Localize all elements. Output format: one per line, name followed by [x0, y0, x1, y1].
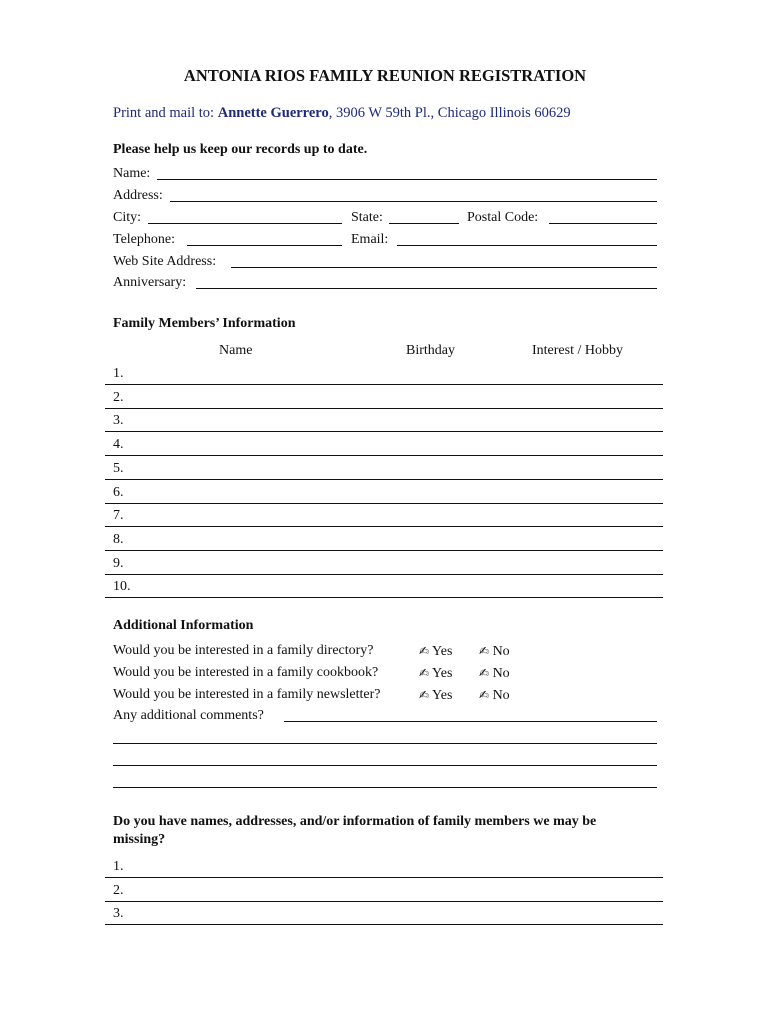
column-header-birthday: Birthday	[406, 343, 455, 358]
family-row-line[interactable]	[105, 526, 663, 527]
newsletter-yes-option[interactable]	[419, 687, 452, 704]
missing-row-line[interactable]	[105, 924, 663, 925]
anniversary-label: Anniversary:	[113, 275, 187, 290]
no-label: No	[492, 688, 510, 703]
column-header-interest: Interest / Hobby	[532, 343, 623, 358]
family-heading: Family Members’ Information	[113, 316, 296, 331]
missing-row-number: 2.	[113, 883, 124, 898]
address-field[interactable]	[170, 201, 657, 202]
mail-instructions	[113, 105, 571, 122]
directory-yes-option[interactable]	[419, 643, 452, 660]
city-field[interactable]	[148, 223, 342, 224]
column-header-name: Name	[219, 343, 253, 358]
family-row-line[interactable]	[105, 384, 663, 385]
page-title: ANTONIA RIOS FAMILY REUNION REGISTRATION	[183, 66, 587, 85]
checkbox-icon[interactable]: ✍	[479, 666, 490, 680]
cookbook-yes-option[interactable]	[419, 665, 452, 682]
family-row-line[interactable]	[105, 479, 663, 480]
family-row-line[interactable]	[105, 574, 663, 575]
family-row-number: 6.	[113, 485, 124, 500]
cookbook-no-option[interactable]	[479, 665, 510, 682]
family-row-line[interactable]	[105, 431, 663, 432]
family-row-number: 2.	[113, 390, 124, 405]
comments-label: Any additional comments?	[113, 708, 264, 723]
family-row-line[interactable]	[105, 455, 663, 456]
comments-field-line-3[interactable]	[113, 765, 657, 766]
checkbox-icon[interactable]: ✍	[419, 688, 430, 702]
family-row-number: 5.	[113, 461, 124, 476]
yes-label: Yes	[432, 688, 453, 703]
postal-code-label: Postal Code:	[467, 210, 539, 225]
checkbox-icon[interactable]: ✍	[479, 644, 490, 658]
mail-prefix: Print and mail to:	[113, 105, 218, 121]
family-row-number: 3.	[113, 413, 124, 428]
telephone-field[interactable]	[187, 245, 342, 246]
postal-code-field[interactable]	[549, 223, 657, 224]
family-row-number: 1.	[113, 366, 124, 381]
question-newsletter: Would you be interested in a family newsletter?	[113, 687, 381, 702]
missing-row-number: 1.	[113, 859, 124, 874]
question-cookbook: Would you be interested in a family cookbook?	[113, 665, 379, 680]
email-label: Email:	[351, 232, 389, 247]
name-label: Name:	[113, 166, 151, 181]
website-label: Web Site Address:	[113, 254, 217, 269]
missing-row-line[interactable]	[105, 901, 663, 902]
missing-row-number: 3.	[113, 906, 124, 921]
telephone-label: Telephone:	[113, 232, 175, 247]
family-row-line[interactable]	[105, 550, 663, 551]
comments-field-line-4[interactable]	[113, 787, 657, 788]
mail-recipient: Annette Guerrero	[217, 105, 329, 121]
comments-field-line-2[interactable]	[113, 743, 657, 744]
newsletter-no-option[interactable]	[479, 687, 510, 704]
name-field[interactable]	[157, 179, 657, 180]
family-row-line[interactable]	[105, 597, 663, 598]
family-row-number: 9.	[113, 556, 124, 571]
email-field[interactable]	[397, 245, 657, 246]
family-row-number: 4.	[113, 437, 124, 452]
question-directory: Would you be interested in a family directory?	[113, 643, 374, 658]
address-label: Address:	[113, 188, 163, 203]
city-label: City:	[113, 210, 142, 225]
directory-no-option[interactable]	[479, 643, 510, 660]
yes-label: Yes	[432, 644, 453, 659]
comments-field-line-1[interactable]	[284, 721, 657, 722]
checkbox-icon[interactable]: ✍	[419, 666, 430, 680]
state-label: State:	[351, 210, 383, 225]
missing-heading-line-2: missing?	[113, 832, 166, 847]
missing-row-line[interactable]	[105, 877, 663, 878]
no-label: No	[492, 666, 510, 681]
mail-address: , 3906 W 59th Pl., Chicago Illinois 60629	[328, 105, 571, 121]
no-label: No	[492, 644, 510, 659]
family-row-number: 10.	[113, 579, 131, 594]
records-heading: Please help us keep our records up to date.	[113, 142, 368, 157]
additional-heading: Additional Information	[113, 618, 254, 633]
checkbox-icon[interactable]: ✍	[419, 644, 430, 658]
family-row-number: 7.	[113, 508, 124, 523]
anniversary-field[interactable]	[196, 288, 657, 289]
family-row-number: 8.	[113, 532, 124, 547]
missing-heading-line-1: Do you have names, addresses, and/or information of family members we may be	[113, 814, 597, 829]
yes-label: Yes	[432, 666, 453, 681]
checkbox-icon[interactable]: ✍	[479, 688, 490, 702]
family-row-line[interactable]	[105, 408, 663, 409]
family-row-line[interactable]	[105, 503, 663, 504]
website-field[interactable]	[231, 267, 657, 268]
state-field[interactable]	[389, 223, 459, 224]
